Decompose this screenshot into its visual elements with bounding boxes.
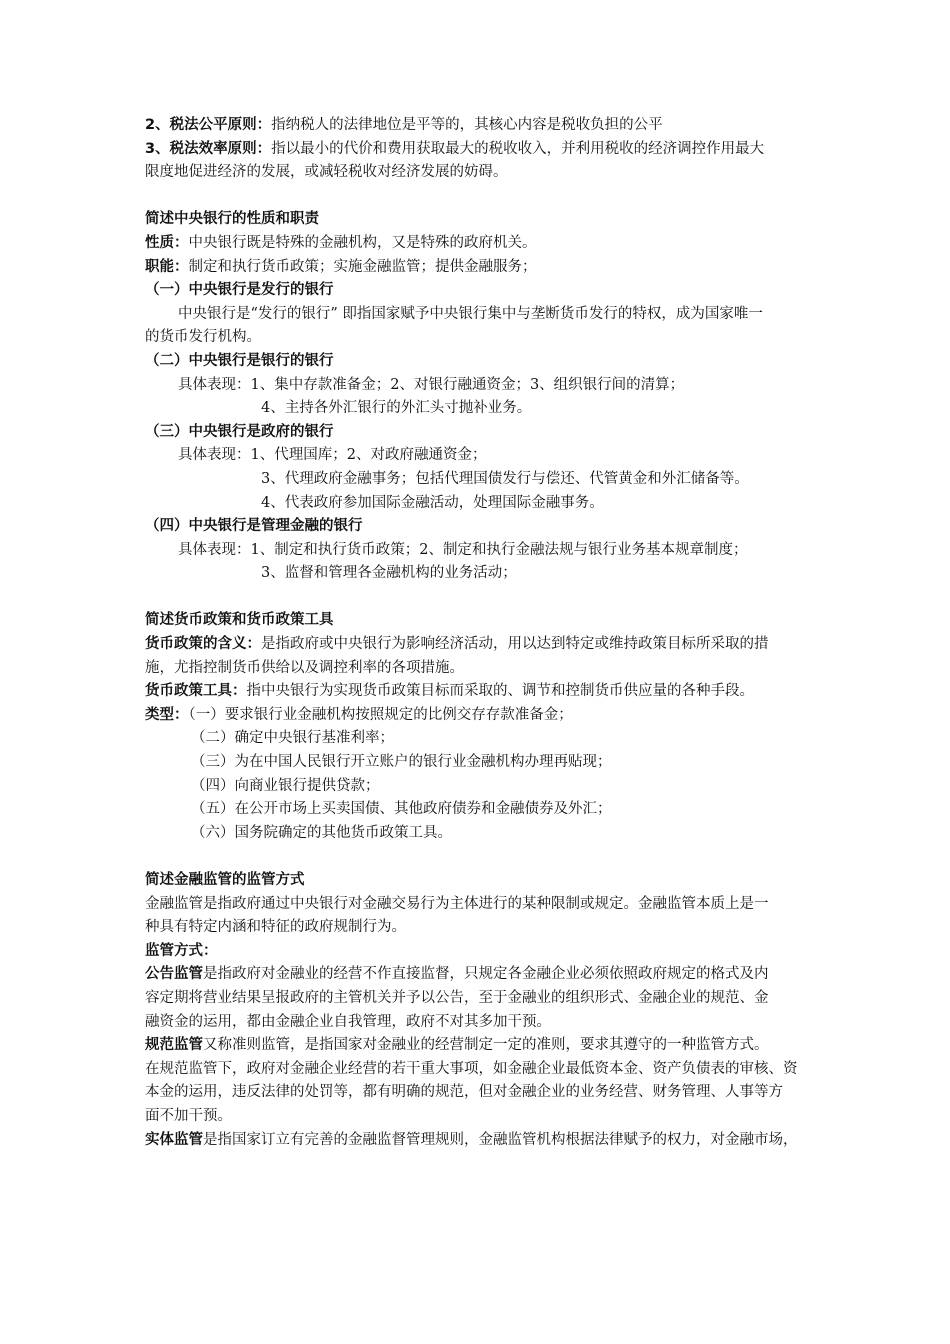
fs-substantive-line-1 bbox=[145, 1129, 875, 1153]
tax-efficiency-line-2: 限度地促进经济的发展，或减轻税收对经济发展的妨碍。 bbox=[145, 164, 508, 181]
mp-definition-text: 是指政府或中央银行为影响经济活动，用以达到特定或维持政策目标所采取的措 bbox=[261, 636, 769, 653]
cb-nature-text: 中央银行既是特殊的金融机构，又是特殊的政府机关。 bbox=[188, 234, 537, 251]
fs-norm-line-4: 面不加干预。 bbox=[145, 1107, 232, 1124]
tax-fairness-label: 2、税法公平原则： bbox=[145, 117, 272, 133]
central-bank-heading: 简述中央银行的性质和职责 bbox=[145, 211, 319, 228]
fs-substantive-label: 实体监管 bbox=[145, 1131, 203, 1148]
mp-types-label: 类型： bbox=[145, 706, 189, 723]
cb-section-2-line-1: 具体表现：1、集中存款准备金；2、对银行融通资金；3、组织银行间的清算； bbox=[178, 376, 685, 393]
mp-tools-line bbox=[145, 680, 875, 704]
mp-type-item: （二）确定中央银行基准利率； bbox=[191, 730, 394, 747]
tax-fairness-line bbox=[145, 114, 875, 138]
fs-public-label: 公告监管 bbox=[145, 966, 203, 983]
financial-supervision-heading: 简述金融监管的监管方式 bbox=[145, 872, 305, 888]
mp-definition-label: 货币政策的含义： bbox=[145, 636, 261, 653]
fs-public-line-3: 融资金的运用，都由金融企业自我管理，政府不对其多加干预。 bbox=[145, 1013, 551, 1030]
fs-public-line-1 bbox=[145, 963, 875, 987]
fs-norm-line-3: 本金的运用，违反法律的处罚等，都有明确的规范，但对金融企业的业务经营、财务管理、人事等方 bbox=[145, 1084, 783, 1101]
fs-substantive-text: 是指国家订立有完善的金融监督管理规则，金融监管机构根据法律赋予的权力，对金融市场， bbox=[203, 1131, 798, 1148]
fs-norm-line-1 bbox=[145, 1034, 875, 1058]
mp-type-item: （六）国务院确定的其他货币政策工具。 bbox=[191, 824, 452, 841]
tax-efficiency-label: 3、税法效率原则： bbox=[145, 140, 272, 157]
cb-section-1-title: （一）中央银行是发行的银行 bbox=[145, 282, 334, 299]
fs-intro-line-2: 种具有特定内涵和特征的政府规制行为。 bbox=[145, 919, 406, 936]
cb-nature-label: 性质： bbox=[145, 234, 189, 251]
fs-intro-line-1: 金融监管是指政府通过中央银行对金融交易行为主体进行的某种限制或规定。金融监管本质上是一 bbox=[145, 895, 769, 912]
mp-definition-line-2: 施，尤指控制货币供给以及调控利率的各项措施。 bbox=[145, 659, 464, 676]
cb-section-4-line-1: 具体表现：1、制定和执行货币政策；2、制定和执行金融法规与银行业务基本规章制度； bbox=[178, 541, 748, 558]
cb-section-2-line-2: 4、主持各外汇银行的外汇头寸抛补业务。 bbox=[261, 400, 532, 417]
cb-section-1-text-2: 的货币发行机构。 bbox=[145, 329, 261, 346]
monetary-policy-heading: 简述货币政策和货币政策工具 bbox=[145, 612, 334, 629]
tax-efficiency-line bbox=[145, 138, 875, 162]
tax-fairness-text: 指纳税人的法律地位是平等的，其核心内容是税收负担的公平 bbox=[271, 117, 663, 133]
fs-methods-label: 监管方式： bbox=[145, 942, 218, 959]
cb-section-1-text: 中央银行是“发行的银行” 即指国家赋予中央银行集中与垄断货币发行的特权，成为国家唯一 bbox=[178, 305, 763, 322]
fs-norm-text: 又称准则监管，是指国家对金融业的经营制定一定的准则，要求其遵守的一种监管方式。 bbox=[203, 1037, 769, 1054]
mp-type-item: （四）向商业银行提供贷款； bbox=[191, 777, 380, 794]
cb-section-4-title: （四）中央银行是管理金融的银行 bbox=[145, 518, 363, 535]
cb-duty-label: 职能： bbox=[145, 258, 189, 275]
cb-section-3-line-2: 3、代理政府金融事务；包括代理国债发行与偿还、代管黄金和外汇储备等。 bbox=[261, 470, 749, 487]
mp-type-item: （五）在公开市场上买卖国债、其他政府债券和金融债券及外汇； bbox=[191, 801, 612, 818]
cb-section-3-line-3: 4、代表政府参加国际金融活动，处理国际金融事务。 bbox=[261, 494, 604, 511]
tax-efficiency-text: 指以最小的代价和费用获取最大的税收收入，并利用税收的经济调控作用最大 bbox=[271, 140, 765, 157]
fs-public-text: 是指政府对金融业的经营不作直接监督，只规定各金融企业必须依照政府规定的格式及内 bbox=[203, 966, 769, 983]
cb-nature-line bbox=[145, 232, 875, 256]
mp-type-item: （三）为在中国人民银行开立账户的银行业金融机构办理再贴现； bbox=[191, 754, 612, 771]
fs-norm-line-2: 在规范监管下，政府对金融企业经营的若干重大事项，如金融企业最低资本金、资产负债表的审核、资 bbox=[145, 1060, 798, 1077]
cb-duty-line bbox=[145, 256, 875, 280]
mp-definition-line bbox=[145, 633, 875, 657]
cb-duty-text: 制定和执行货币政策；实施金融监管；提供金融服务； bbox=[188, 258, 537, 275]
cb-section-2-title: （二）中央银行是银行的银行 bbox=[145, 352, 334, 369]
mp-tools-text: 指中央银行为实现货币政策目标而采取的、调节和控制货币供应量的各种手段。 bbox=[246, 683, 754, 700]
fs-norm-label: 规范监管 bbox=[145, 1037, 203, 1054]
mp-types-line bbox=[145, 704, 875, 728]
cb-section-3-line-1: 具体表现：1、代理国库；2、对政府融通资金； bbox=[178, 447, 487, 464]
mp-type-item: （一）要求银行业金融机构按照规定的比例交存存款准备金； bbox=[188, 706, 573, 723]
fs-public-line-2: 容定期将营业结果呈报政府的主管机关并予以公告，至于金融业的组织形式、金融企业的规范、金 bbox=[145, 989, 769, 1006]
cb-section-3-title: （三）中央银行是政府的银行 bbox=[145, 423, 334, 440]
mp-tools-label: 货币政策工具： bbox=[145, 683, 247, 700]
cb-section-4-line-2: 3、监督和管理各金融机构的业务活动； bbox=[261, 565, 517, 582]
document-page bbox=[145, 114, 875, 1152]
